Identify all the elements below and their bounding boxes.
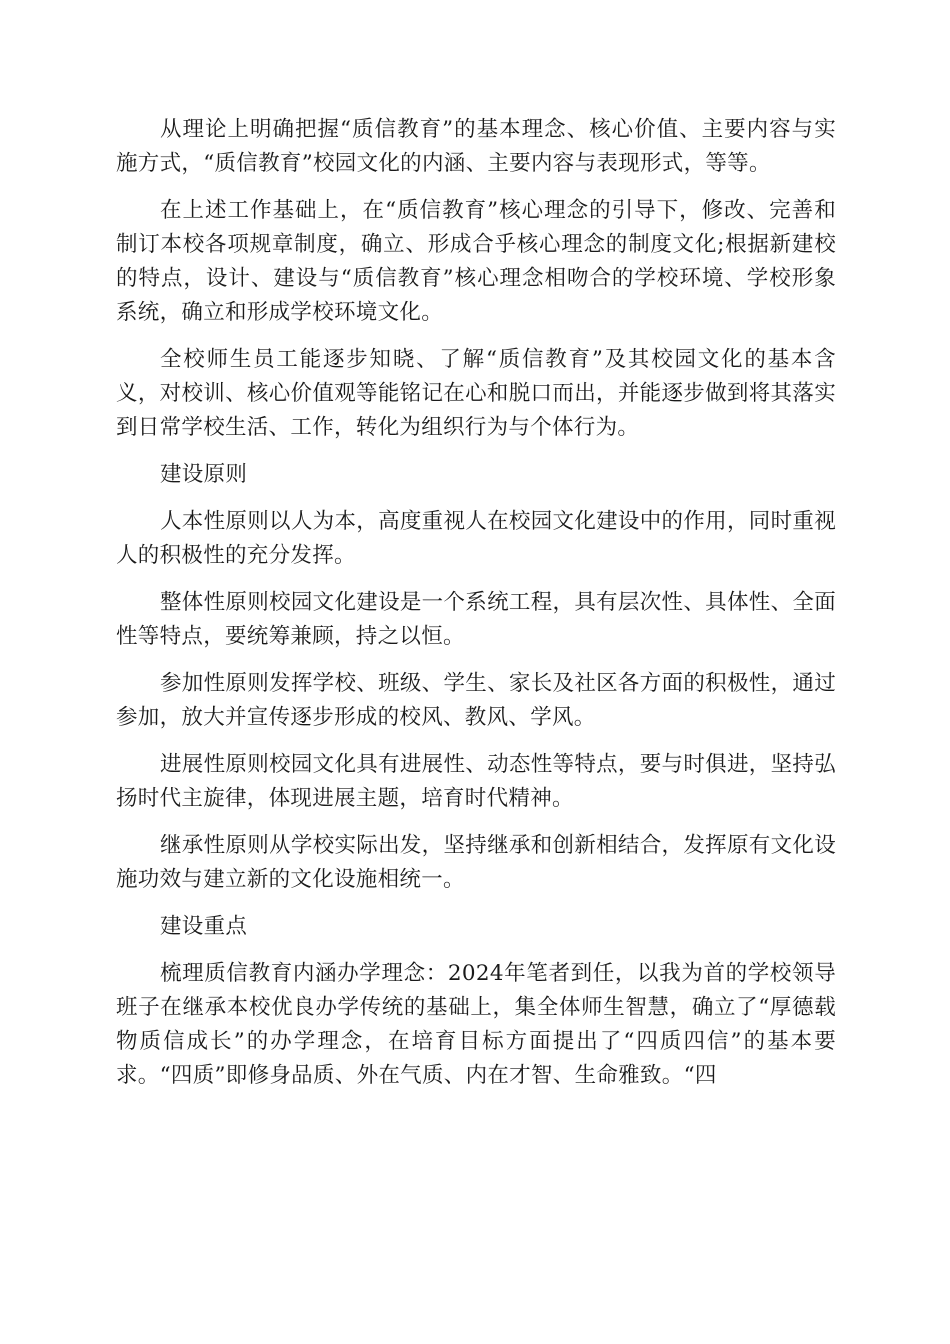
paragraph-staff-awareness: 全校师生员工能逐步知晓、了解“质信教育”及其校园文化的基本含义，对校训、核心价值观等能铭记在心和脱口而出，并能逐步做到将其落实到日常学校生活、工作，转化为组织行为与个体行为。 bbox=[116, 347, 836, 440]
paragraph-theory: 从理论上明确把握“质信教育”的基本理念、核心价值、主要内容与实施方式，“质信教育”校园文化的内涵、主要内容与表现形式，等等。 bbox=[116, 117, 836, 176]
paragraph-principle-integrity: 整体性原则校园文化建设是一个系统工程，具有层次性、具体性、全面性等特点，要统筹兼顾，持之以恒。 bbox=[116, 590, 836, 649]
section-heading-priorities: 建设重点 bbox=[160, 914, 248, 939]
paragraph-principle-inheritance: 继承性原则从学校实际出发，坚持继承和创新相结合，发挥原有文化设施功效与建立新的文化设施相统一。 bbox=[116, 833, 836, 892]
document-body bbox=[116, 113, 836, 1106]
paragraph-philosophy: 梳理质信教育内涵办学理念：2024年笔者到任，以我为首的学校领导班子在继承本校优良办学传统的基础上，集全体师生智慧，确立了“厚德载物质信成长”的办学理念，在培育目标方面提出了“四质四信”的基本要求。“四质”即修身品质、外在气质、内在才智、生命雅致。“四 bbox=[116, 961, 836, 1088]
paragraph-system-culture: 在上述工作基础上，在“质信教育”核心理念的引导下，修改、完善和制订本校各项规章制度，确立、形成合乎核心理念的制度文化;根据新建校的特点，设计、建设与“质信教育”核心理念相吻合的学校环境、学校形象系统，确立和形成学校环境文化。 bbox=[116, 198, 836, 325]
paragraph-principle-humanism: 人本性原则以人为本，高度重视人在校园文化建设中的作用，同时重视人的积极性的充分发挥。 bbox=[116, 509, 836, 568]
paragraph-principle-progress: 进展性原则校园文化具有进展性、动态性等特点，要与时俱进，坚持弘扬时代主旋律，体现进展主题，培育时代精神。 bbox=[116, 752, 836, 811]
section-heading-principles: 建设原则 bbox=[160, 462, 248, 487]
paragraph-principle-participation: 参加性原则发挥学校、班级、学生、家长及社区各方面的积极性，通过参加，放大并宣传逐步形成的校风、教风、学风。 bbox=[116, 671, 836, 730]
